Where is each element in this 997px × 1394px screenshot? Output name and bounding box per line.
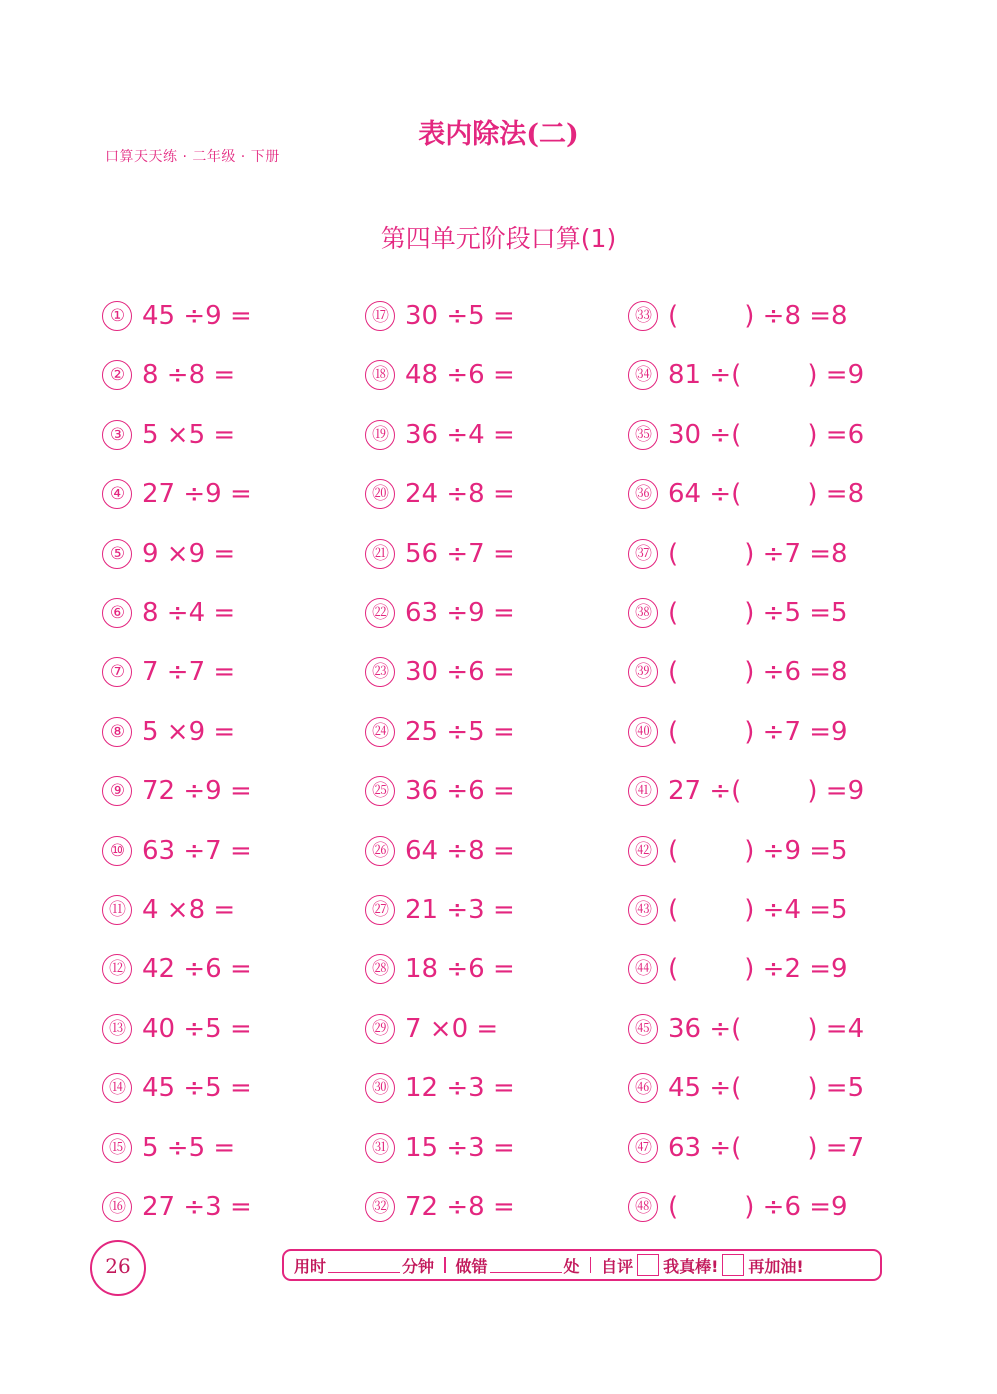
problem-expression: 12 ÷3 = <box>405 1073 515 1103</box>
problem-item <box>365 593 515 633</box>
series-title: 口算天天练 · 二年级 · 下册 <box>105 149 280 165</box>
problem-number: ㉕ <box>365 776 395 806</box>
problem-expression: 36 ÷( ) =4 <box>668 1014 865 1044</box>
problem-expression: 48 ÷6 = <box>405 360 515 390</box>
keep-going-checkbox[interactable] <box>722 1254 744 1276</box>
page-number: 26 <box>105 1254 131 1278</box>
problem-item <box>628 1068 864 1108</box>
problem-expression: 72 ÷8 = <box>405 1192 515 1222</box>
problem-item <box>102 831 252 871</box>
problem-expression: ( ) ÷4 =5 <box>668 895 848 925</box>
problem-number: ㉝ <box>628 301 658 331</box>
mistakes-label: 做错 <box>455 1256 488 1276</box>
problem-expression: 36 ÷4 = <box>405 420 515 450</box>
problem-item <box>102 1128 235 1168</box>
problem-expression: 5 ÷5 = <box>142 1133 236 1163</box>
problem-item <box>365 1187 515 1227</box>
problem-expression: 30 ÷6 = <box>405 657 515 687</box>
problem-expression: 15 ÷3 = <box>405 1133 515 1163</box>
problem-expression: 56 ÷7 = <box>405 539 515 569</box>
problem-item <box>365 1068 515 1108</box>
problem-expression: ( ) ÷5 =5 <box>668 598 848 628</box>
problem-expression: ( ) ÷6 =8 <box>668 657 848 687</box>
problem-item <box>102 296 252 336</box>
problem-item <box>102 474 252 514</box>
problem-expression: 27 ÷9 = <box>142 479 252 509</box>
problem-item <box>365 831 515 871</box>
problem-number: ㊱ <box>628 479 658 509</box>
problem-expression: 5 ×5 = <box>142 420 236 450</box>
problem-item <box>628 1128 864 1168</box>
problem-expression: 24 ÷8 = <box>405 479 515 509</box>
problem-number: ㊹ <box>628 954 658 984</box>
minutes-label: 分钟 <box>402 1256 435 1276</box>
problem-item <box>365 296 515 336</box>
problem-item <box>628 1009 864 1049</box>
problem-number: ⑯ <box>102 1192 132 1222</box>
problem-number: ⑨ <box>102 776 132 806</box>
problem-item <box>365 1009 498 1049</box>
problem-item <box>628 652 848 692</box>
problem-number: ㉗ <box>365 895 395 925</box>
problem-number: ③ <box>102 420 132 450</box>
problem-number: ⑰ <box>365 301 395 331</box>
problem-number: ⑥ <box>102 598 132 628</box>
problem-number: ⑲ <box>365 420 395 450</box>
problem-number: ㉙ <box>365 1014 395 1044</box>
problem-item <box>102 415 235 455</box>
problem-expression: 40 ÷5 = <box>142 1014 252 1044</box>
divider <box>590 1257 592 1273</box>
problem-number: ㉓ <box>365 657 395 687</box>
problem-number: ㊷ <box>628 836 658 866</box>
problem-number: ㉖ <box>365 836 395 866</box>
problem-item <box>102 593 235 633</box>
problem-item <box>102 534 235 574</box>
problem-item <box>102 652 235 692</box>
problem-number: ㊽ <box>628 1192 658 1222</box>
problem-item <box>102 771 252 811</box>
problem-expression: 36 ÷6 = <box>405 776 515 806</box>
problem-number: ⑦ <box>102 657 132 687</box>
divider <box>444 1257 446 1273</box>
self-eval-label: 自评 <box>601 1256 634 1276</box>
problem-number: ⑧ <box>102 717 132 747</box>
problem-expression: 27 ÷( ) =9 <box>668 776 865 806</box>
problem-number: ㊴ <box>628 657 658 687</box>
problem-number: ⑪ <box>102 895 132 925</box>
problem-item <box>365 949 515 989</box>
problem-expression: ( ) ÷2 =9 <box>668 954 848 984</box>
problem-item <box>628 831 848 871</box>
problem-item <box>102 1009 252 1049</box>
problem-number: ㊺ <box>628 1014 658 1044</box>
problem-expression: 30 ÷( ) =6 <box>668 420 865 450</box>
keep-going-label: 再加油! <box>748 1256 804 1276</box>
problem-number: ㉑ <box>365 539 395 569</box>
problem-number: ㊶ <box>628 776 658 806</box>
problem-expression: 25 ÷5 = <box>405 717 515 747</box>
problem-expression: 5 ×9 = <box>142 717 236 747</box>
problem-item <box>628 949 848 989</box>
problem-item <box>102 355 235 395</box>
mistakes-blank[interactable] <box>490 1258 562 1273</box>
problem-expression: 64 ÷( ) =8 <box>668 479 865 509</box>
problem-number: ㊲ <box>628 539 658 569</box>
problem-item <box>628 712 848 752</box>
problem-number: ① <box>102 301 132 331</box>
problem-item <box>628 1187 848 1227</box>
problem-expression: 8 ÷4 = <box>142 598 236 628</box>
problem-item <box>628 296 848 336</box>
problem-number: ㉛ <box>365 1133 395 1163</box>
problem-expression: 63 ÷( ) =7 <box>668 1133 865 1163</box>
problem-expression: 63 ÷7 = <box>142 836 252 866</box>
section-title: 第四单元阶段口算(1) <box>380 224 617 253</box>
problem-number: ㊵ <box>628 717 658 747</box>
time-blank[interactable] <box>328 1258 400 1273</box>
problem-number: ㉟ <box>628 420 658 450</box>
problem-expression: 9 ×9 = <box>142 539 236 569</box>
problem-item <box>102 1187 252 1227</box>
problem-number: ㊻ <box>628 1073 658 1103</box>
problem-number: ⑫ <box>102 954 132 984</box>
chapter-title: 表内除法(二) <box>418 119 579 150</box>
problem-item <box>102 890 235 930</box>
problem-expression: ( ) ÷6 =9 <box>668 1192 848 1222</box>
problem-expression: 45 ÷5 = <box>142 1073 252 1103</box>
problem-expression: 45 ÷( ) =5 <box>668 1073 865 1103</box>
problem-number: ⑳ <box>365 479 395 509</box>
problem-number: ⑱ <box>365 360 395 390</box>
problem-number: ㊼ <box>628 1133 658 1163</box>
problem-expression: 81 ÷( ) =9 <box>668 360 865 390</box>
places-label: 处 <box>563 1256 580 1276</box>
page-number-badge <box>90 1240 146 1296</box>
problem-item <box>365 771 515 811</box>
problem-expression: 72 ÷9 = <box>142 776 252 806</box>
problem-number: ⑬ <box>102 1014 132 1044</box>
time-label: 用时 <box>294 1256 327 1276</box>
problem-item <box>628 415 864 455</box>
problem-number: ⑤ <box>102 539 132 569</box>
problem-number: ② <box>102 360 132 390</box>
problem-item <box>628 771 864 811</box>
problem-item <box>365 355 515 395</box>
problem-number: ㉘ <box>365 954 395 984</box>
problem-number: ㉜ <box>365 1192 395 1222</box>
problem-expression: 63 ÷9 = <box>405 598 515 628</box>
problem-number: ㊳ <box>628 598 658 628</box>
problem-number: ⑭ <box>102 1073 132 1103</box>
problem-item <box>102 1068 252 1108</box>
self-evaluation-bar <box>282 1249 882 1281</box>
problem-number: ㉞ <box>628 360 658 390</box>
problem-expression: 27 ÷3 = <box>142 1192 252 1222</box>
problem-number: ㊸ <box>628 895 658 925</box>
problem-number: ㉚ <box>365 1073 395 1103</box>
problem-item <box>365 534 515 574</box>
problem-expression: ( ) ÷8 =8 <box>668 301 848 331</box>
problem-expression: ( ) ÷7 =8 <box>668 539 848 569</box>
problem-expression: 45 ÷9 = <box>142 301 252 331</box>
problem-number: ⑮ <box>102 1133 132 1163</box>
problem-item <box>365 652 515 692</box>
problem-item <box>628 534 848 574</box>
great-checkbox[interactable] <box>637 1254 659 1276</box>
problem-item <box>365 712 515 752</box>
problem-number: ㉒ <box>365 598 395 628</box>
problem-item <box>365 890 515 930</box>
problem-expression: ( ) ÷7 =9 <box>668 717 848 747</box>
problem-expression: 21 ÷3 = <box>405 895 515 925</box>
problem-number: ④ <box>102 479 132 509</box>
problem-item <box>628 355 864 395</box>
problem-expression: 4 ×8 = <box>142 895 236 925</box>
problem-expression: ( ) ÷9 =5 <box>668 836 848 866</box>
problem-expression: 8 ÷8 = <box>142 360 236 390</box>
problem-expression: 7 ÷7 = <box>142 657 236 687</box>
problem-number: ㉔ <box>365 717 395 747</box>
problem-expression: 18 ÷6 = <box>405 954 515 984</box>
problem-item <box>628 474 864 514</box>
problem-expression: 30 ÷5 = <box>405 301 515 331</box>
problem-item <box>628 593 848 633</box>
problem-item <box>102 712 235 752</box>
problem-expression: 64 ÷8 = <box>405 836 515 866</box>
great-label: 我真棒! <box>663 1256 719 1276</box>
problem-item <box>628 890 848 930</box>
problem-item <box>365 1128 515 1168</box>
problem-expression: 42 ÷6 = <box>142 954 252 984</box>
problem-item <box>365 474 515 514</box>
problem-item <box>102 949 252 989</box>
problem-number: ⑩ <box>102 836 132 866</box>
problem-expression: 7 ×0 = <box>405 1014 499 1044</box>
problem-item <box>365 415 515 455</box>
